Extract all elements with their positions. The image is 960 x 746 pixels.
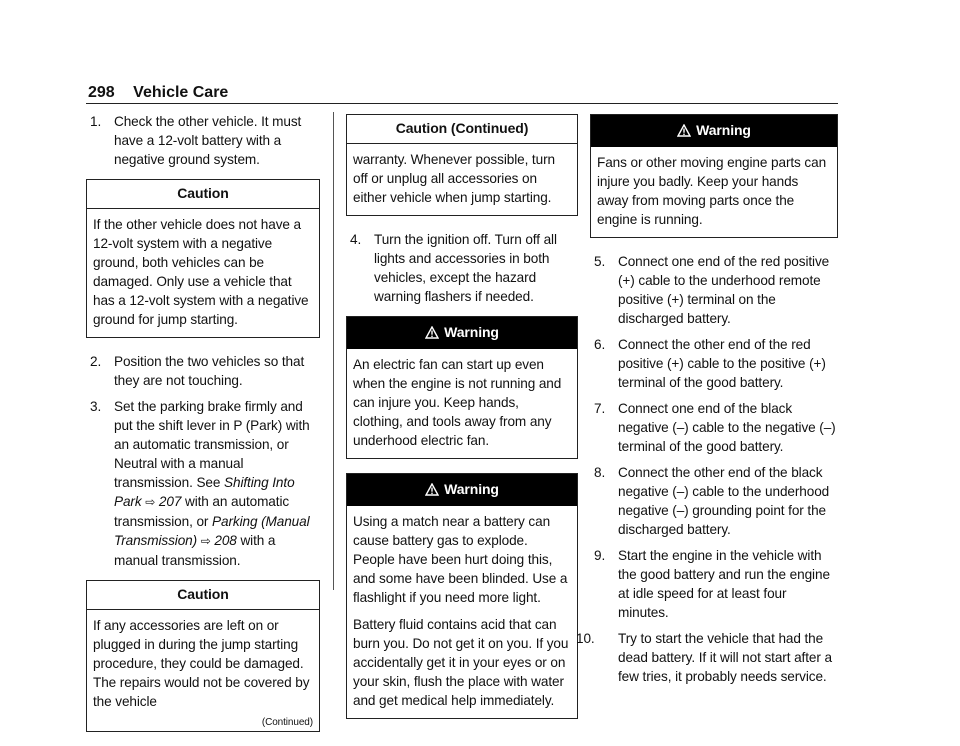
- step-1: [86, 112, 320, 169]
- warning-title: Warning: [444, 481, 499, 497]
- step-text: Check the other vehicle. It must have a 12-volt battery with a negative ground system.: [114, 114, 302, 167]
- warning-header: [347, 317, 577, 349]
- step-text: Connect one end of the black negative (–) cable to the negative (–) terminal of the good battery.: [618, 401, 836, 454]
- page-ref-icon: ⇨: [145, 495, 156, 509]
- step-number: 1.: [90, 114, 102, 129]
- step-text-part: with an automatic transmission, or: [114, 494, 290, 529]
- step-number: 2.: [90, 354, 102, 369]
- step-5: [590, 252, 840, 328]
- step-text: Connect the other end of the black negative (–) cable to the underhood negative (–) grounding point for the discharged battery.: [618, 465, 830, 537]
- column-3: [576, 112, 840, 693]
- warning-text: Battery fluid contains acid that can burn you. Do not get it on you. If you accidentally get it in your eyes or on your skin, flush the place with water and get medical help immediately.: [353, 617, 569, 708]
- page-header: [88, 84, 228, 102]
- step-text: Try to start the vehicle that had the dead battery. If it will not start after a few tries, it probably needs service.: [618, 631, 832, 684]
- step-text: Turn the ignition off. Turn off all lights and accessories in both vehicles, except the hazard warning flashers if needed.: [374, 232, 557, 304]
- warning-header: [591, 115, 837, 147]
- caution-title: Caution: [87, 581, 319, 610]
- warning-title: Warning: [444, 324, 499, 340]
- caution-continued-box: [346, 114, 578, 216]
- step-text: Position the two vehicles so that they are not touching.: [114, 354, 305, 388]
- continued-label: (Continued): [261, 717, 313, 728]
- section-title: Vehicle Care: [133, 84, 229, 101]
- step-10: [576, 629, 840, 686]
- warning-box-3: [590, 114, 838, 238]
- step-4: [346, 230, 578, 306]
- link-parking-manual-transmission[interactable]: Parking (Manual Transmission): [114, 514, 310, 548]
- step-number: 9.: [594, 548, 606, 563]
- step-number: 7.: [594, 401, 606, 416]
- warning-title: Warning: [696, 122, 751, 138]
- step-8: [590, 463, 840, 539]
- step-text: Connect one end of the red positive (+) cable to the underhood remote positive (+) terminal on the discharged battery.: [618, 254, 830, 326]
- step-number: 10.: [576, 631, 595, 646]
- warning-triangle-icon: [677, 124, 691, 137]
- caution-text: If any accessories are left on or plugged in during the jump starting procedure, they could be damaged. The repairs would not be covered by the vehicle: [93, 618, 310, 709]
- caution-box-2: [86, 580, 320, 732]
- step-text: Connect the other end of the red positive (+) cable to the positive (+) terminal of the good battery.: [618, 337, 826, 390]
- caution-title: Caution (Continued): [347, 115, 577, 144]
- link-shifting-into-park[interactable]: Shifting Into Park: [114, 475, 295, 509]
- step-text: [114, 397, 320, 570]
- step-text-part: Set the parking brake firmly and put the shift lever in P (Park) with an automatic transmission, or Neutral with a manual transmission. See: [114, 399, 310, 490]
- warning-triangle-icon: [425, 326, 439, 339]
- column-separator: [333, 112, 334, 590]
- caution-text: If the other vehicle does not have a 12-volt system with a negative ground, both vehicles can be damaged. Only use a vehicle that has a 12-volt system with a negative ground for jump starting.: [93, 217, 309, 327]
- step-3: [86, 397, 320, 570]
- step-number: 6.: [594, 337, 606, 352]
- caution-text: warranty. Whenever possible, turn off or unplug all accessories on either vehicle when jump starting.: [353, 152, 555, 205]
- column-1: [86, 112, 320, 746]
- step-number: 4.: [350, 232, 362, 247]
- page-number: 298: [88, 84, 115, 101]
- warning-box-1: [346, 316, 578, 459]
- warning-triangle-icon: [425, 483, 439, 496]
- step-text-part: with a manual transmission.: [114, 533, 276, 568]
- step-9: [590, 546, 840, 622]
- warning-text: Fans or other moving engine parts can injure you badly. Keep your hands away from moving parts once the engine is running.: [597, 155, 827, 227]
- column-2: [346, 112, 578, 733]
- caution-title: Caution: [87, 180, 319, 209]
- caution-box-1: [86, 179, 320, 338]
- warning-text: An electric fan can start up even when the engine is not running and can injure you. Keep hands, clothing, and tools away from any underhood electric fan.: [353, 357, 562, 448]
- step-2: [86, 352, 320, 390]
- step-6: [590, 335, 840, 392]
- page-ref-208[interactable]: 208: [214, 533, 237, 548]
- step-text: Start the engine in the vehicle with the good battery and run the engine at idle speed for at least four minutes.: [618, 548, 830, 620]
- warning-header: [347, 474, 577, 506]
- step-7: [590, 399, 840, 456]
- warning-text: Using a match near a battery can cause battery gas to explode. People have been hurt doing this, and some have been blinded. Use a flashlight if you need more light.: [353, 514, 568, 605]
- page-ref-icon: ⇨: [200, 534, 211, 548]
- step-number: 8.: [594, 465, 606, 480]
- step-number: 5.: [594, 254, 606, 269]
- page-ref-207[interactable]: 207: [158, 494, 182, 509]
- header-rule: [86, 103, 838, 104]
- step-number: 3.: [90, 399, 102, 414]
- warning-box-2: [346, 473, 578, 719]
